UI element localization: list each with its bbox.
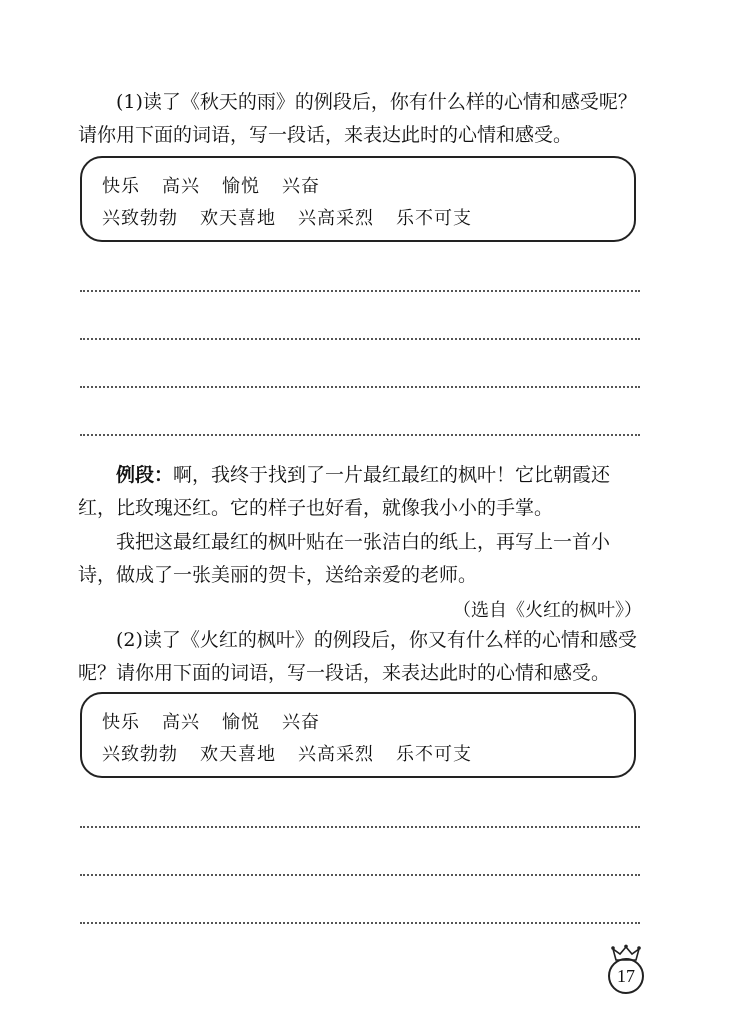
writing-line[interactable] (80, 826, 640, 828)
word: 兴致勃勃 (102, 208, 178, 229)
word-box-1 (80, 156, 636, 242)
word-row (102, 740, 494, 766)
word: 愉悦 (222, 712, 260, 733)
word: 快乐 (102, 176, 140, 197)
section2-prompt: (2)读了《火红的枫叶》的例段后，你又有什么样的心情和感受呢？请你用下面的词语，写一段话，来表达此时的心情和感受。 (78, 629, 637, 684)
writing-line[interactable] (80, 922, 640, 924)
word: 高兴 (162, 712, 200, 733)
word-row (102, 172, 342, 198)
word-row (102, 708, 342, 734)
word: 兴奋 (282, 712, 320, 733)
example-source: （选自《火红的枫叶》） (453, 600, 642, 621)
word: 快乐 (102, 712, 140, 733)
writing-line[interactable] (80, 386, 640, 388)
word: 欢天喜地 (200, 744, 276, 765)
word: 欢天喜地 (200, 208, 276, 229)
word: 高兴 (162, 176, 200, 197)
section1-prompt: (1)读了《秋天的雨》的例段后，你有什么样的心情和感受呢？请你用下面的词语，写一段话，来表达此时的心情和感受。 (78, 91, 637, 146)
page-number: 17 (608, 958, 644, 994)
word-box-2 (80, 692, 636, 778)
word: 兴奋 (282, 176, 320, 197)
word: 兴高采烈 (298, 208, 374, 229)
writing-line[interactable] (80, 290, 640, 292)
example-text-1: 啊，我终于找到了一片最红最红的枫叶！它比朝霞还红，比玫瑰还红。它的样子也好看，就像我小小的手掌。 (78, 464, 611, 519)
example-label: 例段： (116, 464, 174, 486)
example-paragraph-1 (78, 459, 642, 525)
writing-line[interactable] (80, 874, 640, 876)
word: 乐不可支 (396, 744, 472, 765)
word: 愉悦 (222, 176, 260, 197)
word-row (102, 204, 494, 230)
word: 兴高采烈 (298, 744, 374, 765)
word: 兴致勃勃 (102, 744, 178, 765)
word: 乐不可支 (396, 208, 472, 229)
example-paragraph-2: 我把这最红最红的枫叶贴在一张洁白的纸上，再写上一首小诗，做成了一张美丽的贺卡，送给亲爱的老师。 (78, 531, 611, 586)
writing-line[interactable] (80, 434, 640, 436)
writing-line[interactable] (80, 338, 640, 340)
page-number-badge (604, 944, 650, 1000)
